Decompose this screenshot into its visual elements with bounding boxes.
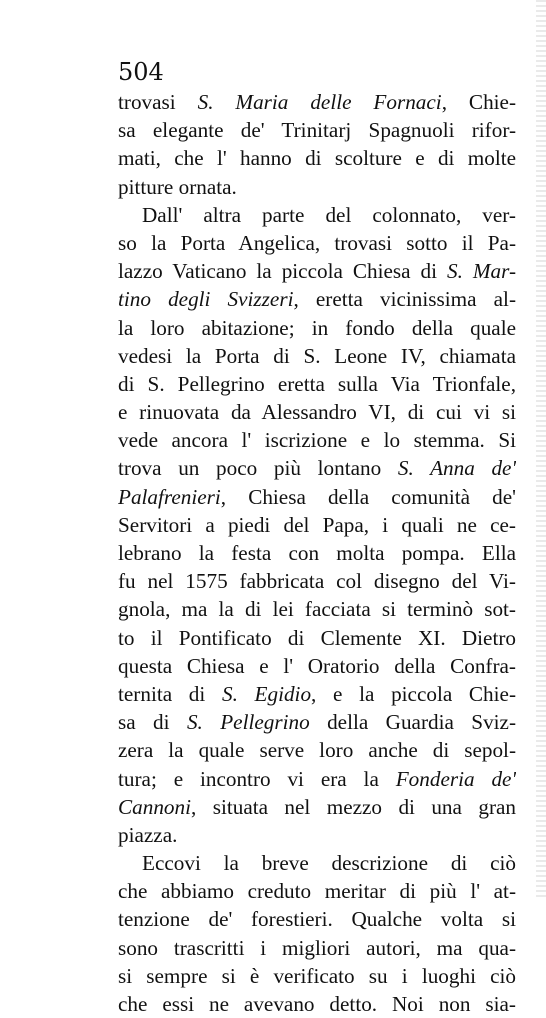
text-line: sa di S. Pellegrino della Guardia Sviz- — [118, 710, 516, 735]
text-line: pitture ornata. — [118, 174, 237, 199]
text-line: che essi ne avevano detto. Noi non sia- — [118, 992, 516, 1016]
text-line: tenzione de' forestieri. Qualche volta si — [118, 907, 516, 932]
text-line: gnola, ma la di lei facciata si terminò sot- — [118, 597, 516, 622]
text-line: ternita di S. Egidio, e la piccola Chie- — [118, 681, 516, 706]
text-line: Dall' altra parte del colonnato, ver- — [142, 202, 516, 227]
text-line: tura; e incontro vi era la Fonderia de' — [118, 766, 516, 791]
text-line: piazza. — [118, 822, 178, 847]
text-line: si sempre si è verificato su i luoghi ciò — [118, 963, 516, 988]
text-line: fu nel 1575 fabbricata col disegno del Vi- — [118, 569, 516, 594]
text-line: zera la quale serve loro anche di sepol- — [118, 738, 516, 763]
text-line: vedesi la Porta di S. Leone IV, chiamata — [118, 343, 516, 368]
text-line: tino degli Svizzeri, eretta vicinissima al- — [118, 287, 516, 312]
text-line: trovasi S. Maria delle Fornaci, Chie- — [118, 90, 516, 114]
body-text — [118, 88, 516, 1018]
page-number: 504 — [118, 58, 164, 86]
text-line: Palafrenieri, Chiesa della comunità de' — [118, 484, 516, 509]
text-line: Cannoni, situata nel mezzo di una gran — [118, 794, 516, 819]
text-line: sono trascritti i migliori autori, ma qua- — [118, 935, 516, 960]
text-line: vede ancora l' iscrizione e lo stemma. Si — [118, 428, 516, 453]
text-line: lebrano la festa con molta pompa. Ella — [118, 541, 516, 565]
text-line: so la Porta Angelica, trovasi sotto il Pa- — [118, 230, 516, 255]
text-line: mati, che l' hanno di scolture e di molte — [118, 146, 516, 171]
text-line: di S. Pellegrino eretta sulla Via Trionfale, — [118, 371, 516, 396]
text-line: e rinuovata da Alessandro VI, di cui vi si — [118, 400, 516, 425]
page-edge — [536, 0, 546, 900]
text-line: sa elegante de' Trinitarj Spagnuoli rifor- — [118, 118, 516, 143]
text-line: to il Pontificato di Clemente XI. Dietro — [118, 625, 516, 650]
text-line: lazzo Vaticano la piccola Chiesa di S. Mar- — [118, 259, 516, 284]
text-line: Servitori a piedi del Papa, i quali ne ce- — [118, 512, 516, 537]
text-line: la loro abitazione; in fondo della quale — [118, 315, 516, 340]
text-line: Eccovi la breve descrizione di ciò — [142, 851, 516, 876]
text-line: trova un poco più lontano S. Anna de' — [118, 456, 516, 481]
text-line: questa Chiesa e l' Oratorio della Confra- — [118, 653, 516, 678]
text-line: che abbiamo creduto meritar di più l' at- — [118, 879, 516, 904]
